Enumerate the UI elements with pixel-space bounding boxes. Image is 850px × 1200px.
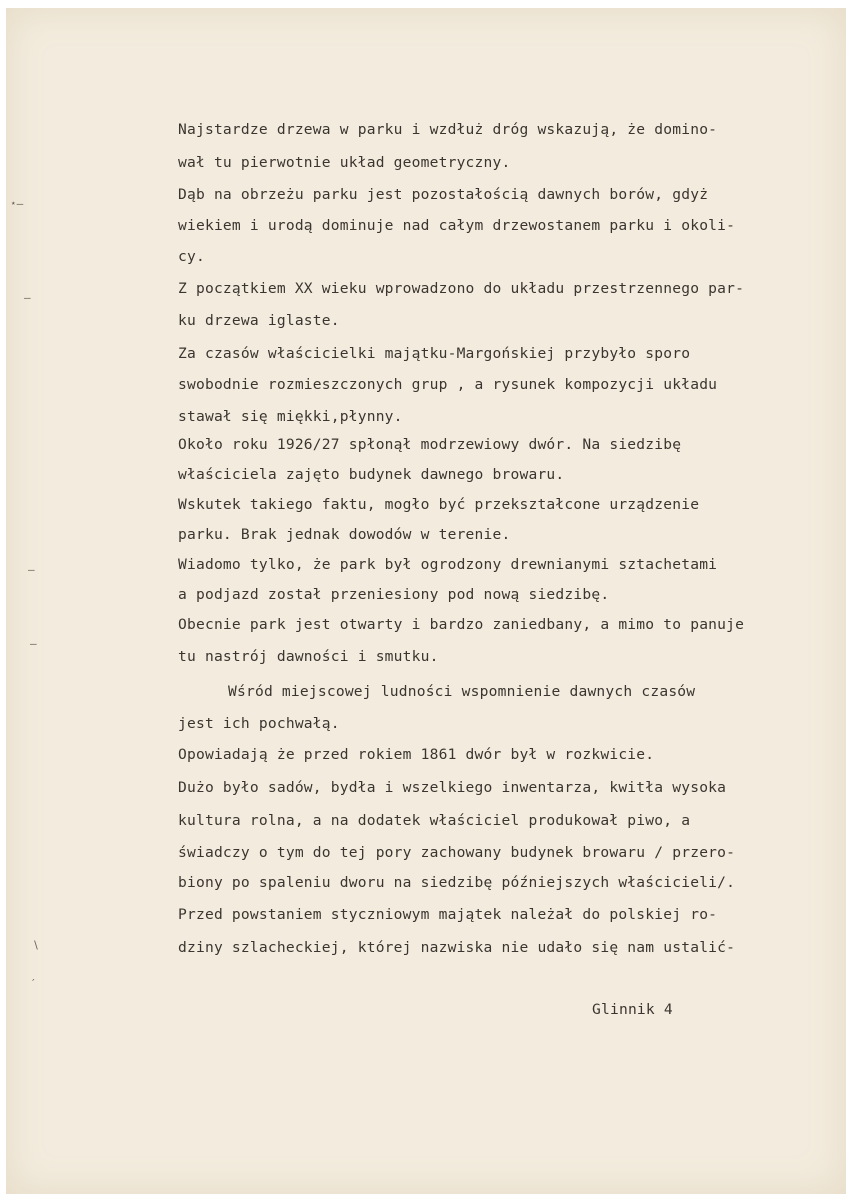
text-line: ku drzewa iglaste. <box>178 312 340 329</box>
text-line: Dąb na obrzeżu parku jest pozostałością dawnych borów, gdyż <box>178 186 709 203</box>
text-line: swobodnie rozmieszczonych grup , a rysunek kompozycji układu <box>178 376 718 393</box>
text-line: biony po spaleniu dworu na siedzibę późniejszych właścicieli/. <box>178 874 736 891</box>
text-line: Około roku 1926/27 spłonął modrzewiowy dwór. Na siedzibę <box>178 436 682 453</box>
text-line: świadczy o tym do tej pory zachowany budynek browaru / przero- <box>178 844 736 861</box>
page-footer: Glinnik 4 <box>592 1001 673 1018</box>
text-line: wał tu pierwotnie układ geometryczny. <box>178 154 511 171</box>
text-line: stawał się miękki,płynny. <box>178 408 403 425</box>
margin-mark: – <box>30 637 37 650</box>
text-line: Opowiadają że przed rokiem 1861 dwór był w rozkwicie. <box>178 746 655 763</box>
text-line: tu nastrój dawności i smutku. <box>178 648 439 665</box>
text-line: kultura rolna, a na dodatek właściciel produkował piwo, a <box>178 812 691 829</box>
margin-mark: ∖ <box>32 939 40 952</box>
text-line: Wskutek takiego faktu, mogło być przekształcone urządzenie <box>178 496 700 513</box>
text-line: a podjazd został przeniesiony pod nową siedzibę. <box>178 586 610 603</box>
text-line: Za czasów właścicielki majątku-Margońskiej przybyło sporo <box>178 345 691 362</box>
text-line: Wśród miejscowej ludności wspomnienie dawnych czasów <box>228 683 696 700</box>
text-line: Obecnie park jest otwarty i bardzo zaniedbany, a mimo to panuje <box>178 616 745 633</box>
text-line: wiekiem i urodą dominuje nad całym drzewostanem parku i okoli- <box>178 217 736 234</box>
text-line: Przed powstaniem styczniowym majątek należał do polskiej ro- <box>178 906 718 923</box>
margin-mark: – <box>24 291 31 304</box>
text-line: cy. <box>178 248 205 265</box>
text-line: jest ich pochwałą. <box>178 715 340 732</box>
margin-mark: ⋆– <box>10 197 24 210</box>
text-line: Najstardze drzewa w parku i wzdłuż dróg wskazują, że domino- <box>178 121 718 138</box>
text-line: Dużo było sadów, bydła i wszelkiego inwentarza, kwitła wysoka <box>178 779 727 796</box>
margin-mark: ′ <box>30 977 37 990</box>
text-line: parku. Brak jednak dowodów w terenie. <box>178 526 511 543</box>
text-line: dziny szlacheckiej, której nazwiska nie udało się nam ustalić- <box>178 939 736 956</box>
text-line: właściciela zajęto budynek dawnego browaru. <box>178 466 565 483</box>
margin-mark: – <box>28 563 35 576</box>
text-line: Z początkiem XX wieku wprowadzono do układu przestrzennego par- <box>178 280 745 297</box>
text-line: Wiadomo tylko, że park był ogrodzony drewnianymi sztachetami <box>178 556 718 573</box>
typewritten-page <box>6 8 846 1194</box>
